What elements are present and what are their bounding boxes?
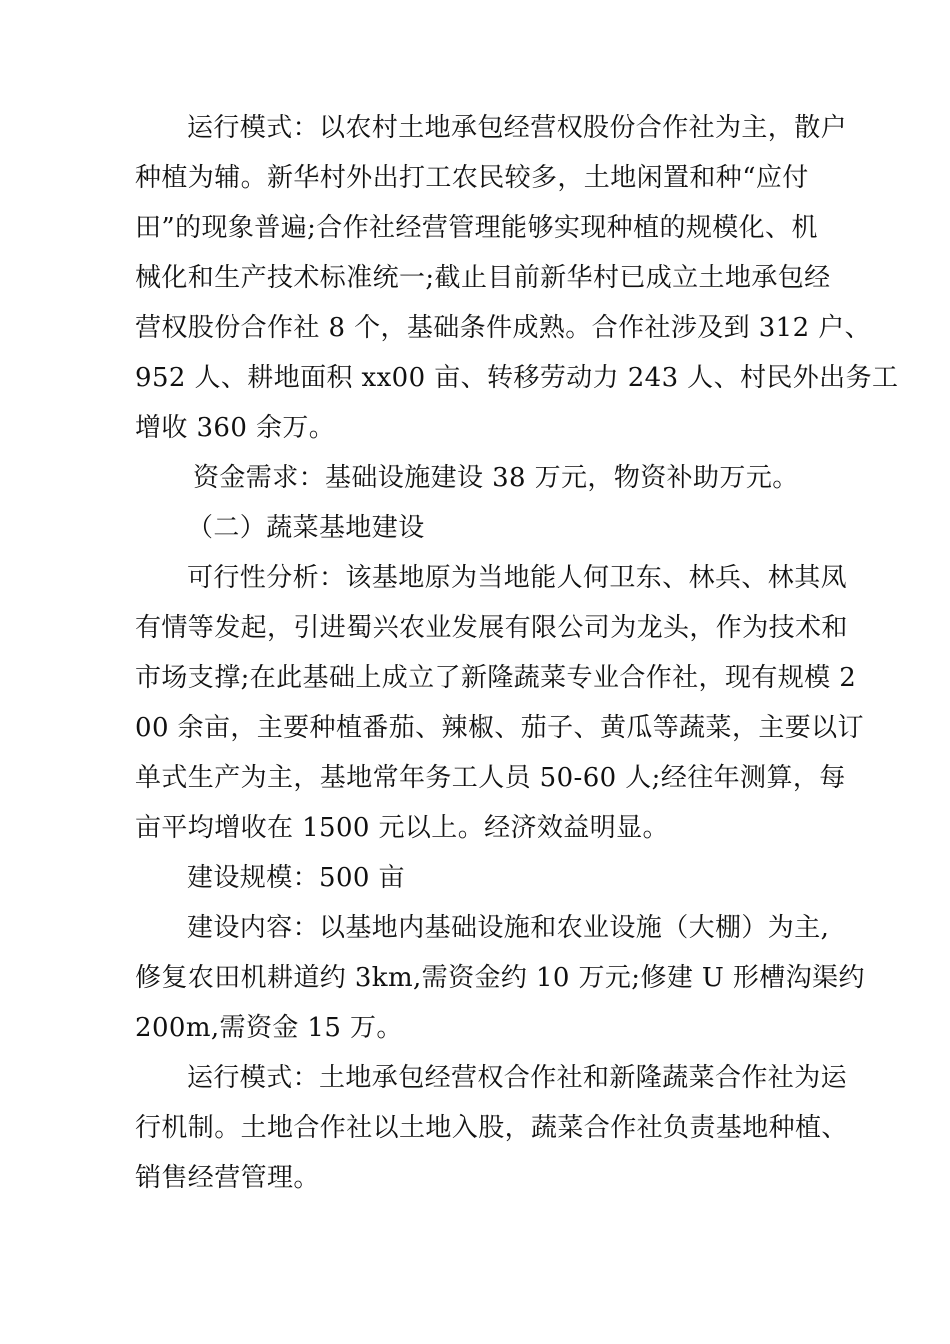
paragraph-line: 行机制。土地合作社以土地入股，蔬菜合作社负责基地种植、 <box>135 1113 848 1143</box>
section-heading: （二）蔬菜基地建设 <box>187 513 425 543</box>
paragraph-line: 亩平均增收在 1500 元以上。经济效益明显。 <box>135 813 669 843</box>
paragraph-line: 运行模式：土地承包经营权合作社和新隆蔬菜合作社为运 <box>187 1063 848 1093</box>
paragraph-line: 销售经营管理。 <box>135 1163 320 1193</box>
paragraph-line: 资金需求：基础设施建设 38 万元，物资补助万元。 <box>193 463 799 493</box>
paragraph-line: 952 人、耕地面积 xx00 亩、转移劳动力 243 人、村民外出务工 <box>135 363 899 393</box>
paragraph-line: 有情等发起，引进蜀兴农业发展有限公司为龙头，作为技术和 <box>135 613 848 643</box>
paragraph-line: 种植为辅。新华村外出打工农民较多，土地闲置和种“应付 <box>135 163 809 193</box>
paragraph-line: 200m,需资金 15 万。 <box>135 1013 403 1043</box>
paragraph-line: 营权股份合作社 8 个，基础条件成熟。合作社涉及到 312 户、 <box>135 313 872 343</box>
paragraph-line: 增收 360 余万。 <box>135 413 336 443</box>
paragraph-line: 可行性分析：该基地原为当地能人何卫东、林兵、林其凤 <box>187 563 848 593</box>
paragraph-line: 械化和生产技术标准统一;截止目前新华村已成立土地承包经 <box>135 263 831 293</box>
paragraph-line: 建设规模：500 亩 <box>187 863 405 893</box>
paragraph-line: 修复农田机耕道约 3km,需资金约 10 万元;修建 U 形槽沟渠约 <box>135 963 865 993</box>
paragraph-line: 田”的现象普遍;合作社经营管理能够实现种植的规模化、机 <box>135 213 818 243</box>
paragraph-line: 建设内容：以基地内基础设施和农业设施（大棚）为主, <box>187 913 830 943</box>
paragraph-line: 单式生产为主，基地常年务工人员 50-60 人;经往年测算，每 <box>135 763 846 793</box>
paragraph-line: 运行模式：以农村土地承包经营权股份合作社为主，散户 <box>187 113 848 143</box>
paragraph-line: 00 余亩，主要种植番茄、辣椒、茄子、黄瓜等蔬菜，主要以订 <box>135 713 864 743</box>
paragraph-line: 市场支撑;在此基础上成立了新隆蔬菜专业合作社，现有规模 2 <box>135 663 857 693</box>
